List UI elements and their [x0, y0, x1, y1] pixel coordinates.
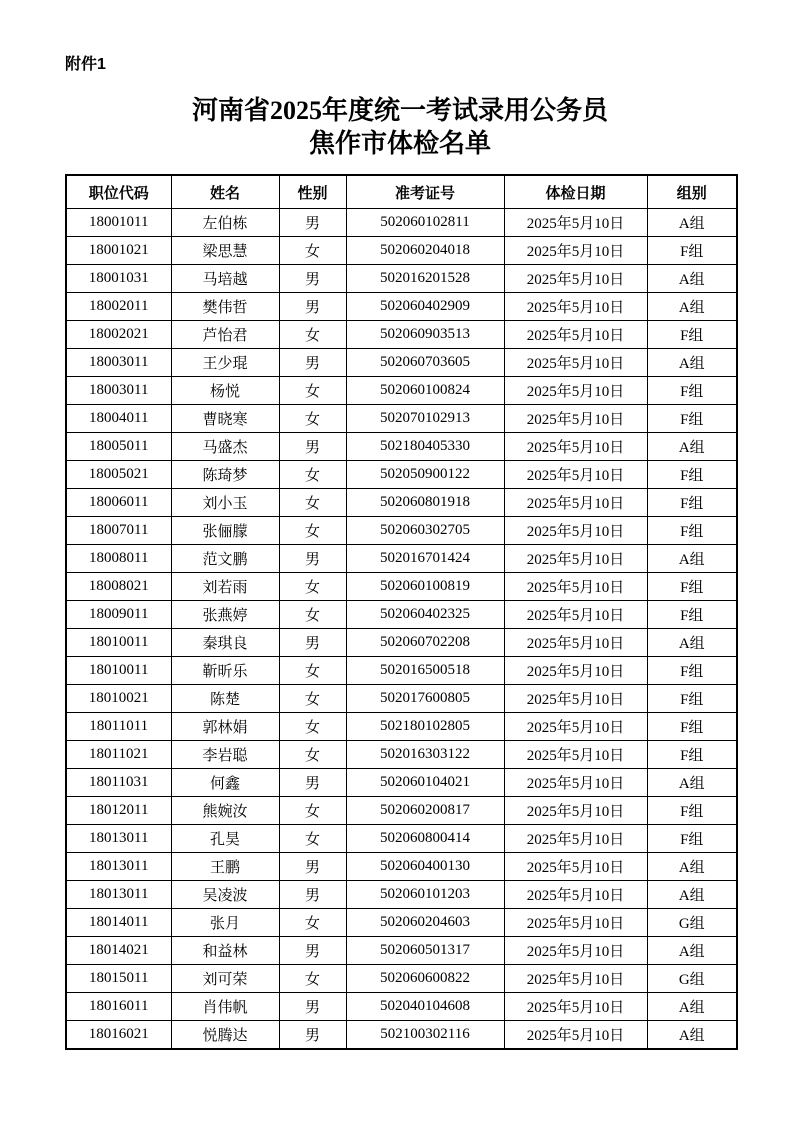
- cell-name: 左伯栋: [171, 209, 279, 237]
- cell-group: F组: [647, 517, 737, 545]
- cell-exam-date: 2025年5月10日: [504, 573, 647, 601]
- table-row: [66, 853, 737, 881]
- cell-exam-date: 2025年5月10日: [504, 685, 647, 713]
- cell-exam-date: 2025年5月10日: [504, 825, 647, 853]
- cell-group: F组: [647, 573, 737, 601]
- cell-name: 吴凌波: [171, 881, 279, 909]
- cell-gender: 女: [279, 657, 346, 685]
- document-title: [0, 94, 800, 161]
- cell-name: 陈楚: [171, 685, 279, 713]
- cell-exam-date: 2025年5月10日: [504, 741, 647, 769]
- table-row: [66, 545, 737, 573]
- table-row: [66, 489, 737, 517]
- cell-exam-date: 2025年5月10日: [504, 405, 647, 433]
- cell-gender: 男: [279, 993, 346, 1021]
- document-title-line2: 焦作市体检名单: [308, 128, 491, 158]
- cell-group: A组: [647, 881, 737, 909]
- cell-position-code: 18016021: [66, 1021, 171, 1050]
- cell-exam-date: 2025年5月10日: [504, 377, 647, 405]
- table-row: [66, 377, 737, 405]
- cell-gender: 男: [279, 937, 346, 965]
- cell-exam-date: 2025年5月10日: [504, 881, 647, 909]
- cell-ticket-number: 502070102913: [346, 405, 504, 433]
- cell-gender: 男: [279, 1021, 346, 1050]
- table-row: [66, 349, 737, 377]
- cell-exam-date: 2025年5月10日: [504, 517, 647, 545]
- cell-exam-date: 2025年5月10日: [504, 237, 647, 265]
- cell-position-code: 18007011: [66, 517, 171, 545]
- table-row: [66, 321, 737, 349]
- cell-position-code: 18012011: [66, 797, 171, 825]
- cell-position-code: 18010011: [66, 629, 171, 657]
- cell-gender: 男: [279, 853, 346, 881]
- cell-ticket-number: 502060801918: [346, 489, 504, 517]
- cell-name: 樊伟哲: [171, 293, 279, 321]
- table-row: [66, 909, 737, 937]
- column-header-name: 姓名: [171, 175, 279, 209]
- cell-position-code: 18010011: [66, 657, 171, 685]
- cell-ticket-number: 502016701424: [346, 545, 504, 573]
- cell-position-code: 18002021: [66, 321, 171, 349]
- cell-name: 张燕婷: [171, 601, 279, 629]
- cell-name: 刘可荣: [171, 965, 279, 993]
- cell-position-code: 18013011: [66, 881, 171, 909]
- cell-exam-date: 2025年5月10日: [504, 601, 647, 629]
- cell-exam-date: 2025年5月10日: [504, 461, 647, 489]
- cell-group: A组: [647, 545, 737, 573]
- cell-name: 范文鹏: [171, 545, 279, 573]
- cell-exam-date: 2025年5月10日: [504, 993, 647, 1021]
- table-row: [66, 993, 737, 1021]
- cell-name: 靳昕乐: [171, 657, 279, 685]
- cell-group: F组: [647, 741, 737, 769]
- cell-ticket-number: 502060800414: [346, 825, 504, 853]
- cell-position-code: 18016011: [66, 993, 171, 1021]
- cell-gender: 女: [279, 237, 346, 265]
- cell-position-code: 18006011: [66, 489, 171, 517]
- cell-exam-date: 2025年5月10日: [504, 937, 647, 965]
- cell-name: 郭林娟: [171, 713, 279, 741]
- cell-exam-date: 2025年5月10日: [504, 1021, 647, 1050]
- cell-ticket-number: 502060402325: [346, 601, 504, 629]
- cell-name: 张月: [171, 909, 279, 937]
- cell-position-code: 18011021: [66, 741, 171, 769]
- cell-ticket-number: 502060200817: [346, 797, 504, 825]
- cell-group: A组: [647, 769, 737, 797]
- cell-name: 秦琪良: [171, 629, 279, 657]
- cell-exam-date: 2025年5月10日: [504, 265, 647, 293]
- cell-position-code: 18001031: [66, 265, 171, 293]
- cell-name: 刘若雨: [171, 573, 279, 601]
- table-row: [66, 237, 737, 265]
- cell-gender: 女: [279, 377, 346, 405]
- cell-position-code: 18008021: [66, 573, 171, 601]
- cell-group: F组: [647, 377, 737, 405]
- cell-gender: 女: [279, 573, 346, 601]
- cell-exam-date: 2025年5月10日: [504, 769, 647, 797]
- cell-gender: 男: [279, 629, 346, 657]
- cell-position-code: 18014021: [66, 937, 171, 965]
- column-header-ticket-number: 准考证号: [346, 175, 504, 209]
- table-row: [66, 769, 737, 797]
- cell-gender: 男: [279, 265, 346, 293]
- column-header-exam-date: 体检日期: [504, 175, 647, 209]
- cell-exam-date: 2025年5月10日: [504, 629, 647, 657]
- cell-ticket-number: 502060102811: [346, 209, 504, 237]
- cell-ticket-number: 502060600822: [346, 965, 504, 993]
- cell-name: 肖伟帆: [171, 993, 279, 1021]
- attachment-label: 附件1: [65, 56, 106, 73]
- cell-gender: 女: [279, 321, 346, 349]
- cell-ticket-number: 502060903513: [346, 321, 504, 349]
- cell-gender: 女: [279, 517, 346, 545]
- cell-gender: 男: [279, 545, 346, 573]
- cell-ticket-number: 502180405330: [346, 433, 504, 461]
- cell-group: F组: [647, 713, 737, 741]
- cell-group: A组: [647, 293, 737, 321]
- cell-name: 王鹏: [171, 853, 279, 881]
- cell-position-code: 18008011: [66, 545, 171, 573]
- table-row: [66, 573, 737, 601]
- document-title-line1: 河南省2025年度统一考试录用公务员: [191, 95, 608, 125]
- cell-position-code: 18013011: [66, 853, 171, 881]
- cell-exam-date: 2025年5月10日: [504, 545, 647, 573]
- column-header-gender: 性别: [279, 175, 346, 209]
- cell-name: 孔昊: [171, 825, 279, 853]
- cell-ticket-number: 502060100819: [346, 573, 504, 601]
- cell-group: A组: [647, 433, 737, 461]
- cell-ticket-number: 502016201528: [346, 265, 504, 293]
- table-row: [66, 209, 737, 237]
- cell-name: 马盛杰: [171, 433, 279, 461]
- table-row: [66, 405, 737, 433]
- cell-position-code: 18015011: [66, 965, 171, 993]
- cell-name: 马培越: [171, 265, 279, 293]
- cell-gender: 女: [279, 825, 346, 853]
- cell-gender: 女: [279, 965, 346, 993]
- cell-position-code: 18010021: [66, 685, 171, 713]
- cell-ticket-number: 502017600805: [346, 685, 504, 713]
- cell-gender: 女: [279, 601, 346, 629]
- table-row: [66, 461, 737, 489]
- cell-name: 梁思慧: [171, 237, 279, 265]
- cell-position-code: 18003011: [66, 377, 171, 405]
- cell-ticket-number: 502060100824: [346, 377, 504, 405]
- cell-group: A组: [647, 853, 737, 881]
- cell-ticket-number: 502040104608: [346, 993, 504, 1021]
- cell-group: A组: [647, 1021, 737, 1050]
- table-row: [66, 433, 737, 461]
- cell-position-code: 18004011: [66, 405, 171, 433]
- cell-name: 何鑫: [171, 769, 279, 797]
- cell-group: F组: [647, 461, 737, 489]
- cell-gender: 男: [279, 881, 346, 909]
- cell-name: 悦腾达: [171, 1021, 279, 1050]
- cell-group: F组: [647, 489, 737, 517]
- cell-ticket-number: 502060402909: [346, 293, 504, 321]
- cell-exam-date: 2025年5月10日: [504, 433, 647, 461]
- cell-gender: 女: [279, 713, 346, 741]
- cell-gender: 男: [279, 209, 346, 237]
- cell-gender: 男: [279, 293, 346, 321]
- cell-name: 陈琦梦: [171, 461, 279, 489]
- cell-group: F组: [647, 237, 737, 265]
- cell-gender: 男: [279, 433, 346, 461]
- cell-group: A组: [647, 993, 737, 1021]
- cell-exam-date: 2025年5月10日: [504, 713, 647, 741]
- cell-position-code: 18013011: [66, 825, 171, 853]
- table-row: [66, 713, 737, 741]
- cell-position-code: 18001021: [66, 237, 171, 265]
- cell-exam-date: 2025年5月10日: [504, 909, 647, 937]
- cell-position-code: 18001011: [66, 209, 171, 237]
- cell-name: 和益林: [171, 937, 279, 965]
- cell-gender: 女: [279, 685, 346, 713]
- table-row: [66, 741, 737, 769]
- cell-group: A组: [647, 265, 737, 293]
- cell-group: G组: [647, 909, 737, 937]
- cell-position-code: 18005011: [66, 433, 171, 461]
- cell-position-code: 18014011: [66, 909, 171, 937]
- cell-gender: 女: [279, 741, 346, 769]
- cell-group: F组: [647, 685, 737, 713]
- cell-exam-date: 2025年5月10日: [504, 489, 647, 517]
- cell-ticket-number: 502060302705: [346, 517, 504, 545]
- cell-group: F组: [647, 405, 737, 433]
- cell-group: A组: [647, 209, 737, 237]
- column-header-group: 组别: [647, 175, 737, 209]
- table-row: [66, 965, 737, 993]
- table-row: [66, 937, 737, 965]
- cell-name: 杨悦: [171, 377, 279, 405]
- cell-ticket-number: 502100302116: [346, 1021, 504, 1050]
- table-row: [66, 293, 737, 321]
- table-header-row: [66, 175, 737, 209]
- column-header-position-code: 职位代码: [66, 175, 171, 209]
- cell-position-code: 18005021: [66, 461, 171, 489]
- table-row: [66, 517, 737, 545]
- cell-gender: 女: [279, 489, 346, 517]
- cell-group: G组: [647, 965, 737, 993]
- cell-name: 芦怡君: [171, 321, 279, 349]
- cell-group: F组: [647, 601, 737, 629]
- cell-ticket-number: 502060104021: [346, 769, 504, 797]
- cell-name: 曹晓寒: [171, 405, 279, 433]
- cell-exam-date: 2025年5月10日: [504, 657, 647, 685]
- cell-exam-date: 2025年5月10日: [504, 209, 647, 237]
- cell-group: F组: [647, 825, 737, 853]
- cell-position-code: 18009011: [66, 601, 171, 629]
- table-row: [66, 601, 737, 629]
- cell-group: A组: [647, 937, 737, 965]
- cell-exam-date: 2025年5月10日: [504, 293, 647, 321]
- table-row: [66, 881, 737, 909]
- cell-group: F组: [647, 321, 737, 349]
- cell-name: 王少琨: [171, 349, 279, 377]
- cell-position-code: 18011031: [66, 769, 171, 797]
- cell-ticket-number: 502180102805: [346, 713, 504, 741]
- cell-ticket-number: 502060101203: [346, 881, 504, 909]
- cell-group: A组: [647, 349, 737, 377]
- exam-list-table: [65, 174, 738, 1050]
- cell-ticket-number: 502060400130: [346, 853, 504, 881]
- cell-name: 刘小玉: [171, 489, 279, 517]
- table-row: [66, 657, 737, 685]
- cell-group: A组: [647, 629, 737, 657]
- cell-ticket-number: 502060204018: [346, 237, 504, 265]
- cell-gender: 男: [279, 349, 346, 377]
- table-row: [66, 1021, 737, 1050]
- cell-ticket-number: 502016303122: [346, 741, 504, 769]
- cell-group: F组: [647, 657, 737, 685]
- cell-position-code: 18003011: [66, 349, 171, 377]
- cell-position-code: 18011011: [66, 713, 171, 741]
- cell-ticket-number: 502060702208: [346, 629, 504, 657]
- cell-name: 张俪朦: [171, 517, 279, 545]
- cell-gender: 男: [279, 769, 346, 797]
- cell-gender: 女: [279, 461, 346, 489]
- table-row: [66, 265, 737, 293]
- cell-name: 李岩聪: [171, 741, 279, 769]
- cell-ticket-number: 502060501317: [346, 937, 504, 965]
- cell-exam-date: 2025年5月10日: [504, 321, 647, 349]
- cell-exam-date: 2025年5月10日: [504, 349, 647, 377]
- cell-gender: 女: [279, 797, 346, 825]
- cell-gender: 女: [279, 909, 346, 937]
- cell-exam-date: 2025年5月10日: [504, 797, 647, 825]
- cell-ticket-number: 502060703605: [346, 349, 504, 377]
- table-row: [66, 825, 737, 853]
- table-row: [66, 629, 737, 657]
- cell-gender: 女: [279, 405, 346, 433]
- cell-exam-date: 2025年5月10日: [504, 853, 647, 881]
- cell-group: F组: [647, 797, 737, 825]
- cell-ticket-number: 502016500518: [346, 657, 504, 685]
- cell-ticket-number: 502060204603: [346, 909, 504, 937]
- cell-ticket-number: 502050900122: [346, 461, 504, 489]
- cell-position-code: 18002011: [66, 293, 171, 321]
- cell-name: 熊婉汝: [171, 797, 279, 825]
- table-row: [66, 685, 737, 713]
- table-row: [66, 797, 737, 825]
- cell-exam-date: 2025年5月10日: [504, 965, 647, 993]
- table-body: [66, 209, 737, 1050]
